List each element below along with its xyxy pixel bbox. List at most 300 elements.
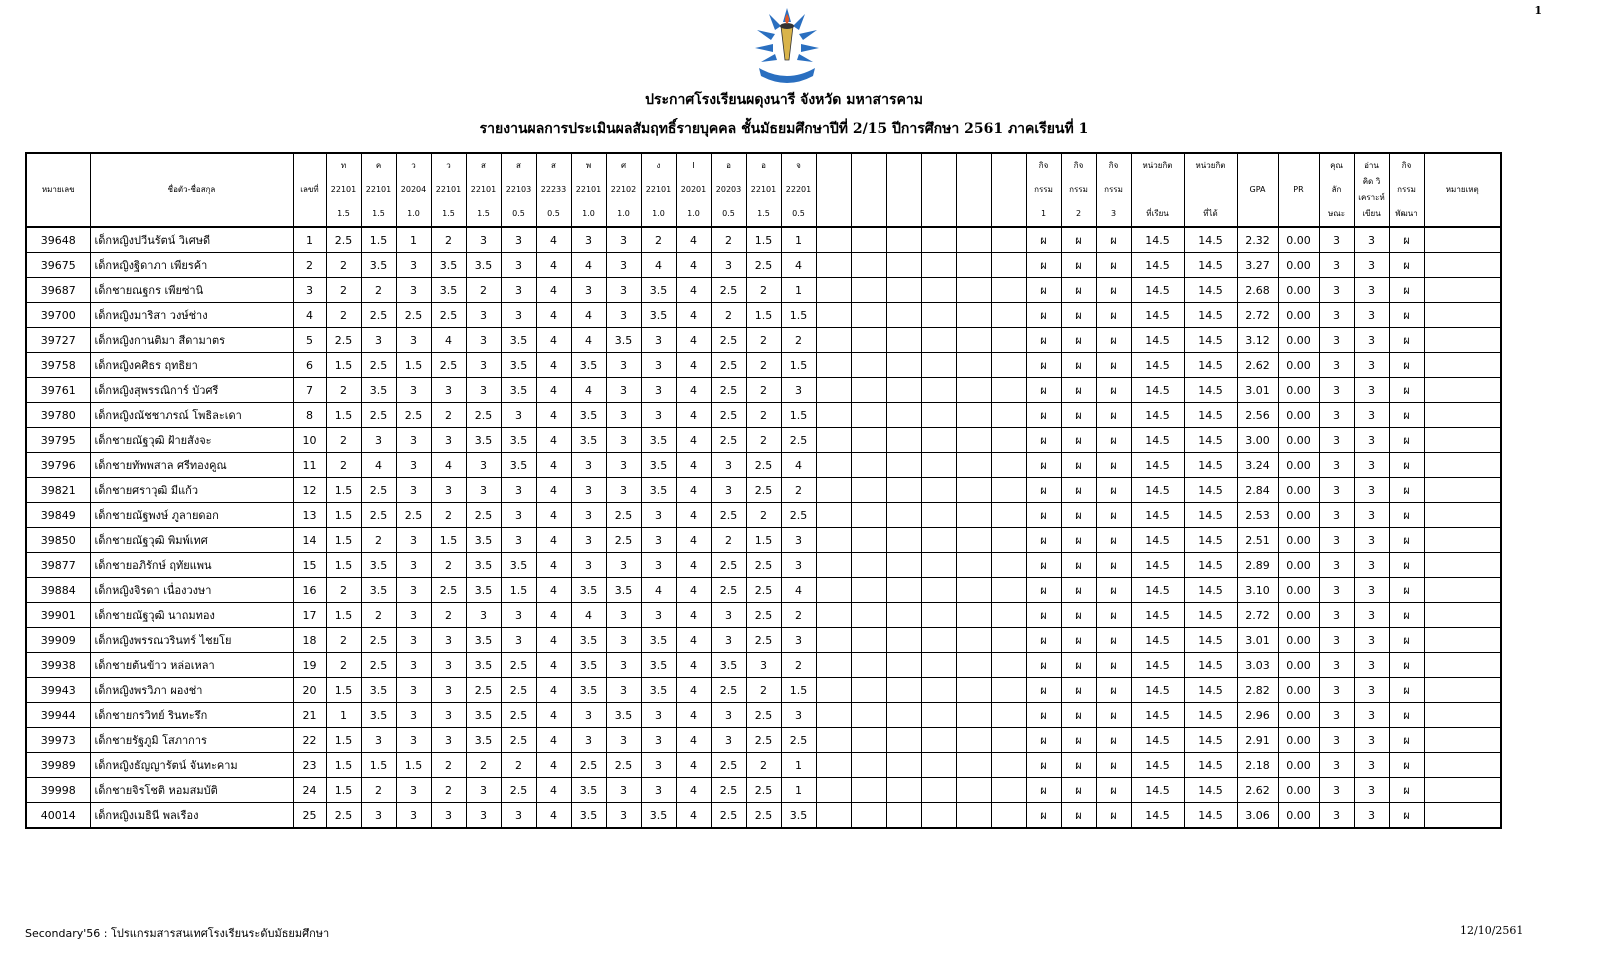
remark-cell xyxy=(1424,328,1501,353)
subject-grade: 4 xyxy=(676,678,711,703)
subject-grade: 3 xyxy=(606,653,641,678)
subject-grade: 4 xyxy=(676,227,711,253)
dev-activity-result: ผ xyxy=(1389,353,1424,378)
subject-grade: 3 xyxy=(396,528,431,553)
pr-value: 0.00 xyxy=(1278,303,1319,328)
report-title-school: ประกาศโรงเรียนผดุงนารี จังหวัด มหาสารคาม xyxy=(645,92,923,108)
subject-grade: 3.5 xyxy=(501,453,536,478)
credits-taken: 14.5 xyxy=(1131,703,1184,728)
activity-result: ผ xyxy=(1061,678,1096,703)
table-header-row xyxy=(26,153,1501,227)
subject-grade: 4 xyxy=(536,778,571,803)
credits-earned: 14.5 xyxy=(1184,328,1237,353)
student-number: 15 xyxy=(293,553,326,578)
table-row xyxy=(26,678,1501,703)
subject-grade: 4 xyxy=(781,253,816,278)
empty-cell xyxy=(851,703,886,728)
subject-grade: 1.5 xyxy=(501,578,536,603)
subject-grade: 3 xyxy=(361,328,396,353)
subject-grade: 3.5 xyxy=(606,578,641,603)
subject-grade: 2 xyxy=(711,227,746,253)
student-number: 24 xyxy=(293,778,326,803)
subject-grade: 3 xyxy=(606,403,641,428)
dev-activity-result: ผ xyxy=(1389,653,1424,678)
gpa-value: 2.72 xyxy=(1237,303,1278,328)
subject-grade: 4 xyxy=(431,328,466,353)
subject-grade: 2 xyxy=(361,278,396,303)
subject-grade: 3 xyxy=(431,628,466,653)
subject-grade: 2 xyxy=(431,603,466,628)
empty-cell xyxy=(851,227,886,253)
subject-grade: 2.5 xyxy=(711,378,746,403)
credits-earned: 14.5 xyxy=(1184,303,1237,328)
subject-grade: 1.5 xyxy=(326,553,361,578)
empty-cell xyxy=(816,803,851,829)
subject-grade: 3.5 xyxy=(641,678,676,703)
subject-grade: 3 xyxy=(641,753,676,778)
subject-grade: 3 xyxy=(641,503,676,528)
header-character xyxy=(1319,153,1354,227)
student-name: เด็กชายกรวิทย์ รินทะรึก xyxy=(90,703,293,728)
student-name: เด็กชายจิรโชติ หอมสมบัติ xyxy=(90,778,293,803)
subject-grade: 3 xyxy=(711,728,746,753)
header-subject-text: ค xyxy=(375,161,382,170)
subject-grade: 4 xyxy=(571,603,606,628)
header-subject-text: 0.5 xyxy=(722,209,735,218)
remark-cell xyxy=(1424,253,1501,278)
student-name: เด็กหญิงพรวิภา ผองช่า xyxy=(90,678,293,703)
pr-value: 0.00 xyxy=(1278,378,1319,403)
activity-result: ผ xyxy=(1096,778,1131,803)
subject-grade: 2 xyxy=(746,278,781,303)
subject-grade: 2.5 xyxy=(746,453,781,478)
header-empty xyxy=(991,153,1026,227)
student-number: 22 xyxy=(293,728,326,753)
credits-earned: 14.5 xyxy=(1184,553,1237,578)
activity-result: ผ xyxy=(1061,478,1096,503)
activity-result: ผ xyxy=(1096,403,1131,428)
activity-result: ผ xyxy=(1061,428,1096,453)
remark-cell xyxy=(1424,428,1501,453)
header-subject xyxy=(676,153,711,227)
subject-grade: 2.5 xyxy=(466,403,501,428)
student-id: 39989 xyxy=(26,753,90,778)
header-activity-3 xyxy=(1096,153,1131,227)
subject-grade: 3.5 xyxy=(641,303,676,328)
reading-score: 3 xyxy=(1354,453,1389,478)
subject-grade: 3 xyxy=(501,628,536,653)
subject-grade: 2 xyxy=(746,378,781,403)
subject-grade: 4 xyxy=(676,353,711,378)
empty-cell xyxy=(851,778,886,803)
empty-cell xyxy=(816,678,851,703)
pr-value: 0.00 xyxy=(1278,253,1319,278)
header-subject-text: 1.0 xyxy=(582,209,595,218)
subject-grade: 3 xyxy=(571,553,606,578)
empty-cell xyxy=(886,303,921,328)
header-subject-text: 1.5 xyxy=(372,209,385,218)
header-subject-text: 0.5 xyxy=(547,209,560,218)
subject-grade: 3 xyxy=(641,703,676,728)
subject-grade: 3 xyxy=(711,603,746,628)
reading-score: 3 xyxy=(1354,528,1389,553)
student-number: 5 xyxy=(293,328,326,353)
header-reading-text: เขียน xyxy=(1362,209,1381,218)
reading-score: 3 xyxy=(1354,653,1389,678)
subject-grade: 2.5 xyxy=(361,628,396,653)
subject-grade: 2.5 xyxy=(361,478,396,503)
subject-grade: 3 xyxy=(466,378,501,403)
remark-cell xyxy=(1424,603,1501,628)
subject-grade: 1.5 xyxy=(781,678,816,703)
subject-grade: 2 xyxy=(781,328,816,353)
empty-cell xyxy=(816,353,851,378)
report-title-class: รายงานผลการประเมินผลสัมฤทธิ์รายบุคคล ชั้นมัธยมศึกษาปีที่ 2/15 ปีการศึกษา 2561 ภาคเรียนที่ 1 xyxy=(479,121,1089,137)
empty-cell xyxy=(816,528,851,553)
table-row xyxy=(26,403,1501,428)
empty-cell xyxy=(956,603,991,628)
subject-grade: 2 xyxy=(746,353,781,378)
subject-grade: 4 xyxy=(536,603,571,628)
gpa-value: 3.03 xyxy=(1237,653,1278,678)
empty-cell xyxy=(886,253,921,278)
subject-grade: 2.5 xyxy=(781,728,816,753)
credits-taken: 14.5 xyxy=(1131,753,1184,778)
subject-grade: 2 xyxy=(641,227,676,253)
credits-earned: 14.5 xyxy=(1184,653,1237,678)
reading-score: 3 xyxy=(1354,553,1389,578)
subject-grade: 2 xyxy=(361,778,396,803)
activity-result: ผ xyxy=(1026,403,1061,428)
subject-grade: 3 xyxy=(361,803,396,829)
dev-activity-result: ผ xyxy=(1389,403,1424,428)
subject-grade: 4 xyxy=(536,653,571,678)
header-subject xyxy=(466,153,501,227)
subject-grade: 3 xyxy=(466,353,501,378)
subject-grade: 2 xyxy=(466,278,501,303)
subject-grade: 3 xyxy=(466,303,501,328)
subject-grade: 2.5 xyxy=(606,753,641,778)
table-row xyxy=(26,628,1501,653)
subject-grade: 2.5 xyxy=(396,303,431,328)
student-id: 39796 xyxy=(26,453,90,478)
subject-grade: 4 xyxy=(676,553,711,578)
table-row xyxy=(26,478,1501,503)
character-score: 3 xyxy=(1319,528,1354,553)
pr-value: 0.00 xyxy=(1278,328,1319,353)
reading-score: 3 xyxy=(1354,703,1389,728)
empty-cell xyxy=(991,278,1026,303)
student-name: เด็กหญิงพรรณวรินทร์ ไชยโย xyxy=(90,628,293,653)
header-subject-text: 20204 xyxy=(400,185,427,194)
subject-grade: 2.5 xyxy=(711,803,746,829)
subject-grade: 2 xyxy=(431,227,466,253)
activity-result: ผ xyxy=(1026,803,1061,829)
empty-cell xyxy=(851,253,886,278)
table-row xyxy=(26,553,1501,578)
gpa-value: 3.00 xyxy=(1237,428,1278,453)
empty-cell xyxy=(991,503,1026,528)
empty-cell xyxy=(956,478,991,503)
subject-grade: 3.5 xyxy=(361,378,396,403)
subject-grade: 3.5 xyxy=(571,403,606,428)
subject-grade: 3.5 xyxy=(571,428,606,453)
subject-grade: 4 xyxy=(676,478,711,503)
header-remark-text: หมายเหตุ xyxy=(1445,185,1479,194)
subject-grade: 2.5 xyxy=(711,328,746,353)
pr-value: 0.00 xyxy=(1278,353,1319,378)
header-subject xyxy=(746,153,781,227)
empty-cell xyxy=(886,653,921,678)
subject-grade: 3.5 xyxy=(466,253,501,278)
credits-taken: 14.5 xyxy=(1131,653,1184,678)
empty-cell xyxy=(851,753,886,778)
reading-score: 3 xyxy=(1354,253,1389,278)
subject-grade: 1 xyxy=(326,703,361,728)
subject-grade: 2.5 xyxy=(466,678,501,703)
character-score: 3 xyxy=(1319,678,1354,703)
subject-grade: 4 xyxy=(536,578,571,603)
subject-grade: 3 xyxy=(641,378,676,403)
subject-grade: 4 xyxy=(676,803,711,829)
subject-grade: 2.5 xyxy=(711,503,746,528)
credits-earned: 14.5 xyxy=(1184,678,1237,703)
subject-grade: 3.5 xyxy=(711,653,746,678)
character-score: 3 xyxy=(1319,403,1354,428)
subject-grade: 3 xyxy=(501,478,536,503)
subject-grade: 2 xyxy=(781,603,816,628)
dev-activity-result: ผ xyxy=(1389,778,1424,803)
empty-cell xyxy=(991,728,1026,753)
subject-grade: 2.5 xyxy=(711,278,746,303)
dev-activity-result: ผ xyxy=(1389,227,1424,253)
activity-result: ผ xyxy=(1026,628,1061,653)
subject-grade: 4 xyxy=(536,753,571,778)
header-subject-text: ส xyxy=(481,161,486,170)
activity-result: ผ xyxy=(1026,678,1061,703)
character-score: 3 xyxy=(1319,303,1354,328)
subject-grade: 3.5 xyxy=(361,678,396,703)
table-row xyxy=(26,428,1501,453)
empty-cell xyxy=(886,603,921,628)
header-empty xyxy=(921,153,956,227)
subject-grade: 3 xyxy=(606,453,641,478)
empty-cell xyxy=(816,378,851,403)
subject-grade: 2 xyxy=(746,678,781,703)
activity-result: ผ xyxy=(1096,653,1131,678)
header-activity-1-text: กรรม xyxy=(1034,185,1053,194)
credits-earned: 14.5 xyxy=(1184,778,1237,803)
subject-grade: 4 xyxy=(536,453,571,478)
subject-grade: 1 xyxy=(781,778,816,803)
activity-result: ผ xyxy=(1096,553,1131,578)
subject-grade: 3 xyxy=(466,478,501,503)
table-row xyxy=(26,328,1501,353)
empty-cell xyxy=(956,453,991,478)
pr-value: 0.00 xyxy=(1278,578,1319,603)
header-activity-2 xyxy=(1061,153,1096,227)
subject-grade: 3.5 xyxy=(641,453,676,478)
credits-earned: 14.5 xyxy=(1184,578,1237,603)
reading-score: 3 xyxy=(1354,428,1389,453)
empty-cell xyxy=(921,453,956,478)
subject-grade: 2.5 xyxy=(571,753,606,778)
empty-cell xyxy=(921,227,956,253)
empty-cell xyxy=(991,628,1026,653)
reading-score: 3 xyxy=(1354,753,1389,778)
credits-taken: 14.5 xyxy=(1131,578,1184,603)
subject-grade: 3.5 xyxy=(641,428,676,453)
activity-result: ผ xyxy=(1096,678,1131,703)
student-name: เด็กชายณฐกร เพียซ่านิ xyxy=(90,278,293,303)
empty-cell xyxy=(921,578,956,603)
subject-grade: 2 xyxy=(431,403,466,428)
subject-grade: 4 xyxy=(536,628,571,653)
activity-result: ผ xyxy=(1061,528,1096,553)
dev-activity-result: ผ xyxy=(1389,678,1424,703)
character-score: 3 xyxy=(1319,653,1354,678)
header-subject xyxy=(501,153,536,227)
student-number: 7 xyxy=(293,378,326,403)
subject-grade: 3 xyxy=(466,453,501,478)
table-row xyxy=(26,703,1501,728)
empty-cell xyxy=(851,728,886,753)
student-name: เด็กชายอภิรักษ์ ฤทัยแพน xyxy=(90,553,293,578)
activity-result: ผ xyxy=(1026,353,1061,378)
empty-cell xyxy=(991,253,1026,278)
subject-grade: 3 xyxy=(466,603,501,628)
empty-cell xyxy=(921,328,956,353)
school-emblem-logo xyxy=(747,2,827,86)
subject-grade: 4 xyxy=(571,303,606,328)
student-number: 20 xyxy=(293,678,326,703)
subject-grade: 2.5 xyxy=(606,528,641,553)
subject-grade: 3 xyxy=(641,403,676,428)
student-number: 13 xyxy=(293,503,326,528)
subject-grade: 4 xyxy=(536,703,571,728)
subject-grade: 3 xyxy=(641,553,676,578)
reading-score: 3 xyxy=(1354,803,1389,829)
subject-grade: 1.5 xyxy=(781,353,816,378)
subject-grade: 2.5 xyxy=(431,303,466,328)
student-name: เด็กหญิงณัชชาภรณ์ โพธิละเดา xyxy=(90,403,293,428)
empty-cell xyxy=(816,503,851,528)
header-activity-2-text: กิจ xyxy=(1073,161,1084,170)
subject-grade: 3 xyxy=(396,378,431,403)
pr-value: 0.00 xyxy=(1278,603,1319,628)
credits-earned: 14.5 xyxy=(1184,378,1237,403)
student-number: 14 xyxy=(293,528,326,553)
subject-grade: 1.5 xyxy=(326,403,361,428)
activity-result: ผ xyxy=(1096,353,1131,378)
credits-earned: 14.5 xyxy=(1184,403,1237,428)
character-score: 3 xyxy=(1319,428,1354,453)
subject-grade: 3 xyxy=(711,628,746,653)
subject-grade: 3 xyxy=(606,378,641,403)
remark-cell xyxy=(1424,403,1501,428)
empty-cell xyxy=(956,428,991,453)
student-number: 19 xyxy=(293,653,326,678)
subject-grade: 3.5 xyxy=(466,703,501,728)
subject-grade: 3.5 xyxy=(641,278,676,303)
empty-cell xyxy=(816,653,851,678)
subject-grade: 3.5 xyxy=(571,778,606,803)
subject-grade: 3.5 xyxy=(466,578,501,603)
gpa-value: 3.12 xyxy=(1237,328,1278,353)
empty-cell xyxy=(921,278,956,303)
subject-grade: 1.5 xyxy=(326,728,361,753)
remark-cell xyxy=(1424,778,1501,803)
character-score: 3 xyxy=(1319,353,1354,378)
header-subject xyxy=(396,153,431,227)
subject-grade: 2 xyxy=(431,778,466,803)
subject-grade: 3 xyxy=(746,653,781,678)
subject-grade: 4 xyxy=(536,403,571,428)
subject-grade: 1.5 xyxy=(326,753,361,778)
empty-cell xyxy=(991,478,1026,503)
remark-cell xyxy=(1424,453,1501,478)
remark-cell xyxy=(1424,578,1501,603)
subject-grade: 3 xyxy=(396,278,431,303)
subject-grade: 4 xyxy=(676,778,711,803)
empty-cell xyxy=(991,753,1026,778)
subject-grade: 2 xyxy=(326,428,361,453)
subject-grade: 3.5 xyxy=(606,703,641,728)
subject-grade: 2 xyxy=(326,278,361,303)
credits-earned: 14.5 xyxy=(1184,603,1237,628)
header-pr-text: PR xyxy=(1293,185,1304,194)
credits-taken: 14.5 xyxy=(1131,428,1184,453)
table-row xyxy=(26,278,1501,303)
header-dev-activity xyxy=(1389,153,1424,227)
subject-grade: 4 xyxy=(641,578,676,603)
activity-result: ผ xyxy=(1026,753,1061,778)
credits-taken: 14.5 xyxy=(1131,503,1184,528)
student-id: 39687 xyxy=(26,278,90,303)
subject-grade: 2.5 xyxy=(746,703,781,728)
header-empty xyxy=(956,153,991,227)
reading-score: 3 xyxy=(1354,678,1389,703)
subject-grade: 3 xyxy=(396,628,431,653)
header-credit-earned xyxy=(1184,153,1237,227)
subject-grade: 4 xyxy=(536,303,571,328)
subject-grade: 3 xyxy=(396,678,431,703)
reading-score: 3 xyxy=(1354,578,1389,603)
student-id: 39675 xyxy=(26,253,90,278)
subject-grade: 3 xyxy=(571,503,606,528)
subject-grade: 3 xyxy=(396,578,431,603)
student-id: 39758 xyxy=(26,353,90,378)
header-dev-activity-text: พัฒนา xyxy=(1395,209,1418,218)
header-subject-text: 0.5 xyxy=(792,209,805,218)
gpa-value: 3.06 xyxy=(1237,803,1278,829)
header-reading-text: อ่าน xyxy=(1364,161,1379,170)
subject-grade: 4 xyxy=(536,278,571,303)
empty-cell xyxy=(886,753,921,778)
gpa-value: 2.62 xyxy=(1237,353,1278,378)
credits-taken: 14.5 xyxy=(1131,303,1184,328)
subject-grade: 2.5 xyxy=(781,503,816,528)
gpa-value: 2.72 xyxy=(1237,603,1278,628)
empty-cell xyxy=(851,453,886,478)
student-name: เด็กชายณัฐวุฒิ ฝ้ายสังจะ xyxy=(90,428,293,453)
credits-taken: 14.5 xyxy=(1131,728,1184,753)
activity-result: ผ xyxy=(1061,303,1096,328)
subject-grade: 3 xyxy=(501,528,536,553)
credits-taken: 14.5 xyxy=(1131,403,1184,428)
subject-grade: 1 xyxy=(781,227,816,253)
empty-cell xyxy=(886,403,921,428)
